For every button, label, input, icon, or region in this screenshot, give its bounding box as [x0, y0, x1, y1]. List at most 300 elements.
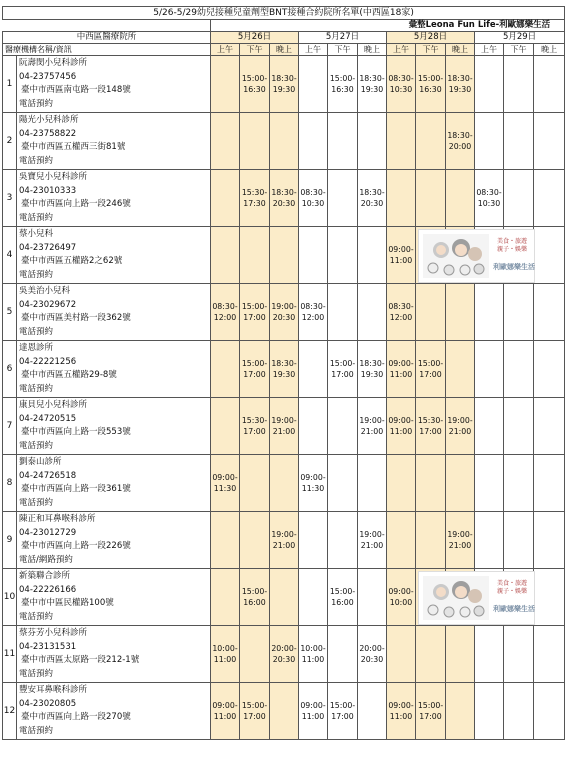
time-cell: [358, 284, 387, 341]
time-line: 08:30-: [300, 302, 326, 311]
time-line: 15:30-: [241, 188, 268, 197]
time-line: 19:00-: [271, 302, 297, 311]
time-cell: [534, 569, 565, 626]
time-line: 17:00: [419, 712, 442, 721]
clinic-info: [17, 113, 211, 170]
time-line: 20:00-: [359, 644, 385, 653]
time-cell: [270, 683, 299, 740]
time-cell: [358, 113, 387, 170]
time-cell: [299, 512, 328, 569]
clinic-name: 蔡芬芳小兒科診所: [19, 628, 88, 638]
time-cell: [416, 512, 446, 569]
time-cell: [387, 227, 416, 284]
time-cell: [504, 284, 534, 341]
time-line: 11:00: [389, 712, 413, 721]
time-cell: [211, 626, 240, 683]
time-cell: [328, 341, 358, 398]
time-cell: [387, 284, 416, 341]
clinic-phone: 04-24726518: [19, 470, 77, 481]
time-cell: [270, 284, 299, 341]
time-line: 19:00-: [447, 530, 473, 539]
time-cell: [416, 455, 446, 512]
time-line: 21:00: [448, 541, 472, 550]
clinic-addr: 臺中市西區南屯路一段148號: [21, 85, 131, 95]
time-line: 18:30-: [271, 359, 297, 368]
day-header-0526: 5月26日: [211, 32, 299, 44]
clinic-phone: 04-23010333: [19, 185, 77, 196]
time-cell: [328, 113, 358, 170]
time-cell: [416, 284, 446, 341]
time-cell: [211, 683, 240, 740]
time-cell: [299, 284, 328, 341]
district-header: 中西區醫療院所: [3, 32, 211, 44]
time-line: 18:30-: [271, 188, 297, 197]
time-cell: [299, 341, 328, 398]
row-number: 5: [3, 284, 17, 341]
clinic-info: [17, 170, 211, 227]
time-line: 17:00: [331, 712, 354, 721]
time-line: 09:00-: [388, 587, 414, 596]
time-cell: [387, 398, 416, 455]
clinic-note: 電話預約: [19, 269, 54, 280]
time-cell: [211, 512, 240, 569]
time-line: 09:00-: [212, 473, 238, 482]
time-cell: [387, 455, 416, 512]
time-line: 08:30-: [212, 302, 238, 311]
clinic-note: 電話預約: [19, 725, 54, 736]
time-cell: [475, 284, 504, 341]
time-line: 17:30: [243, 199, 266, 208]
time-line: 15:30-: [241, 416, 268, 425]
clinic-phone: 04-24720515: [19, 413, 77, 424]
time-cell: [240, 626, 270, 683]
time-line: 15:00-: [417, 74, 444, 83]
time-cell: [270, 227, 299, 284]
row-number: 11: [3, 626, 17, 683]
time-cell: [475, 512, 504, 569]
clinic-note: 電話預約: [19, 611, 54, 622]
time-cell: [504, 683, 534, 740]
time-line: 11:00: [301, 712, 325, 721]
time-cell: [446, 512, 475, 569]
row-number: 9: [3, 512, 17, 569]
time-cell: [416, 569, 535, 626]
time-line: 15:00-: [241, 359, 268, 368]
time-line: 18:30-: [271, 74, 297, 83]
time-line: 11:00: [213, 655, 237, 664]
time-line: 19:30: [272, 370, 296, 379]
clinic-info: [17, 455, 211, 512]
time-cell: [211, 398, 240, 455]
time-cell: [358, 569, 387, 626]
time-cell: [299, 113, 328, 170]
clinic-addr: 臺中市西區五權路29-8號: [21, 370, 117, 380]
time-line: 11:00: [389, 370, 413, 379]
time-line: 15:00-: [241, 302, 268, 311]
time-cell: [211, 455, 240, 512]
clinic-phone: 04-23020805: [19, 698, 77, 709]
logo-brand-name: 利歐娜樂生活: [493, 263, 535, 271]
table-row: [3, 683, 565, 740]
time-line: 11:30: [213, 484, 237, 493]
time-cell: [446, 56, 475, 113]
clinic-name: 豐安耳鼻喉科診所: [19, 685, 88, 695]
table-row: [3, 512, 565, 569]
clinic-phone: 04-23131531: [19, 641, 77, 652]
time-cell: [504, 626, 534, 683]
time-line: 08:30-: [388, 302, 414, 311]
clinic-info: [17, 512, 211, 569]
clinic-name: 康貝兒小兒科診所: [19, 400, 88, 410]
slot-header: 上午: [475, 44, 504, 56]
logo-tagline: 美食・旅遊 親子・娛樂: [497, 238, 528, 253]
time-line: 21:00: [272, 541, 296, 550]
clinic-addr: 臺中市西區向上路一段270號: [21, 712, 131, 722]
clinic-info: [17, 56, 211, 113]
time-cell: [504, 341, 534, 398]
time-line: 16:30: [331, 85, 354, 94]
table-row: [3, 398, 565, 455]
time-line: 18:30-: [359, 359, 385, 368]
time-line: 19:00-: [359, 530, 385, 539]
time-cell: [328, 398, 358, 455]
time-cell: [446, 170, 475, 227]
row-number: 1: [3, 56, 17, 113]
clinic-phone: 04-23029672: [19, 299, 77, 310]
time-cell: [416, 341, 446, 398]
time-line: 15:00-: [241, 701, 268, 710]
time-cell: [446, 284, 475, 341]
clinic-info: [17, 683, 211, 740]
time-cell: [387, 170, 416, 227]
clinic-note: 電話/網路預約: [19, 554, 73, 565]
clinic-addr: 臺中市西區太原路一段212-1號: [21, 655, 140, 665]
time-cell: [270, 341, 299, 398]
time-line: 19:30: [360, 85, 384, 94]
clinic-info: [17, 569, 211, 626]
time-line: 19:00-: [271, 416, 297, 425]
time-line: 20:00-: [271, 644, 297, 653]
slot-header: 晚上: [270, 44, 299, 56]
clinic-note: 電話預約: [19, 497, 54, 508]
slot-header: 上午: [211, 44, 240, 56]
clinic-name: 吳寶兒小兒科診所: [19, 172, 88, 182]
time-cell: [504, 113, 534, 170]
clinic-note: 電話預約: [19, 440, 54, 451]
time-cell: [270, 113, 299, 170]
time-cell: [504, 56, 534, 113]
time-line: 15:00-: [241, 74, 268, 83]
time-line: 09:00-: [300, 701, 326, 710]
time-line: 08:30-: [300, 188, 326, 197]
slot-header: 晚上: [534, 44, 565, 56]
time-cell: [270, 626, 299, 683]
clinic-phone: 04-23757456: [19, 71, 77, 82]
time-cell: [387, 341, 416, 398]
time-cell: [211, 284, 240, 341]
clinic-note: 電話預約: [19, 98, 54, 109]
time-line: 15:00-: [329, 587, 356, 596]
clinic-note: 電話預約: [19, 212, 54, 223]
time-cell: [240, 170, 270, 227]
table-row: [3, 284, 565, 341]
clinic-info: [17, 398, 211, 455]
clinic-name: 陽光小兒科診所: [19, 115, 79, 125]
family-illustration-icon: [423, 234, 489, 278]
time-cell: [358, 341, 387, 398]
time-cell: [416, 227, 535, 284]
time-line: 17:00: [243, 313, 266, 322]
time-line: 20:30: [272, 655, 296, 664]
time-cell: [446, 113, 475, 170]
time-line: 21:00: [360, 427, 384, 436]
time-cell: [387, 512, 416, 569]
time-cell: [328, 56, 358, 113]
time-cell: [240, 569, 270, 626]
time-line: 10:30: [477, 199, 501, 208]
slot-header: 下午: [416, 44, 446, 56]
time-line: 11:00: [213, 712, 237, 721]
clinic-addr: 臺中市西區向上路一段226號: [21, 541, 131, 551]
time-line: 19:30: [448, 85, 472, 94]
time-line: 20:30: [360, 199, 384, 208]
time-cell: [299, 683, 328, 740]
time-cell: [240, 683, 270, 740]
time-line: 18:30-: [447, 131, 473, 140]
time-line: 17:00: [243, 712, 266, 721]
clinic-addr: 臺中市西區向上路一段553號: [21, 427, 131, 437]
time-cell: [504, 170, 534, 227]
clinic-name: 阮壽閔小兒科診所: [19, 58, 88, 68]
clinic-addr: 臺中市西區美村路一段362號: [21, 313, 131, 323]
time-cell: [504, 512, 534, 569]
time-line: 20:30: [272, 313, 296, 322]
table-row: [3, 626, 565, 683]
time-line: 16:30: [243, 85, 266, 94]
time-cell: [211, 341, 240, 398]
time-line: 10:00: [389, 598, 413, 607]
brand-logo: [418, 571, 535, 625]
clinic-name: 劉泰山診所: [19, 457, 62, 467]
time-cell: [328, 170, 358, 227]
time-cell: [387, 683, 416, 740]
time-line: 15:00-: [417, 701, 444, 710]
time-cell: [534, 683, 565, 740]
time-cell: [475, 626, 504, 683]
time-line: 15:00-: [329, 74, 356, 83]
time-cell: [328, 284, 358, 341]
time-line: 19:00-: [447, 416, 473, 425]
slot-header: 下午: [240, 44, 270, 56]
time-line: 12:00: [213, 313, 237, 322]
time-cell: [240, 512, 270, 569]
slot-header: 下午: [504, 44, 534, 56]
table-row: [3, 113, 565, 170]
time-cell: [446, 341, 475, 398]
time-cell: [534, 284, 565, 341]
time-line: 09:00-: [388, 245, 414, 254]
time-cell: [270, 455, 299, 512]
row-number: 8: [3, 455, 17, 512]
table-row: [3, 569, 565, 626]
time-cell: [328, 455, 358, 512]
time-cell: [475, 455, 504, 512]
time-line: 17:00: [419, 427, 442, 436]
clinic-addr: 臺中市中區民權路100號: [21, 598, 114, 608]
time-line: 20:30: [360, 655, 384, 664]
clinic-note: 電話預約: [19, 668, 54, 679]
time-cell: [358, 626, 387, 683]
row-number: 4: [3, 227, 17, 284]
time-cell: [358, 56, 387, 113]
clinic-name: 陳正和耳鼻喉科診所: [19, 514, 96, 524]
clinic-phone: 04-23758822: [19, 128, 77, 139]
time-cell: [240, 455, 270, 512]
time-cell: [240, 398, 270, 455]
time-line: 18:30-: [447, 74, 473, 83]
time-cell: [387, 569, 416, 626]
time-cell: [358, 512, 387, 569]
time-line: 09:00-: [388, 416, 414, 425]
time-cell: [211, 569, 240, 626]
clinic-info: [17, 626, 211, 683]
day-header-0529: 5月29日: [475, 32, 565, 44]
time-line: 18:30-: [359, 74, 385, 83]
time-cell: [299, 56, 328, 113]
time-cell: [387, 626, 416, 683]
time-cell: [299, 398, 328, 455]
time-cell: [211, 56, 240, 113]
time-cell: [446, 398, 475, 455]
time-cell: [387, 113, 416, 170]
time-line: 19:30: [272, 85, 296, 94]
time-line: 16:00: [331, 598, 354, 607]
day-header-0527: 5月27日: [299, 32, 387, 44]
time-cell: [416, 626, 446, 683]
time-cell: [299, 626, 328, 683]
time-cell: [534, 227, 565, 284]
schedule-sheet: [2, 6, 564, 740]
clinic-phone: 04-22226166: [19, 584, 77, 595]
credit-line: 彙整Leona Fun Life-利歐娜樂生活: [211, 20, 565, 32]
time-cell: [240, 113, 270, 170]
time-line: 21:00: [272, 427, 296, 436]
time-cell: [270, 170, 299, 227]
clinic-note: 電話預約: [19, 155, 54, 166]
time-line: 18:30-: [359, 188, 385, 197]
time-cell: [534, 341, 565, 398]
time-cell: [240, 56, 270, 113]
clinic-name: 吳美治小兒科: [19, 286, 71, 296]
clinic-name: 達恩診所: [19, 343, 54, 353]
time-cell: [270, 56, 299, 113]
time-line: 15:00-: [417, 359, 444, 368]
spacer: [3, 20, 211, 32]
time-line: 11:00: [301, 655, 325, 664]
table-row: [3, 170, 565, 227]
clinic-note: 電話預約: [19, 383, 54, 394]
slot-header: 下午: [328, 44, 358, 56]
time-line: 20:00: [448, 142, 472, 151]
row-number: 2: [3, 113, 17, 170]
time-cell: [240, 341, 270, 398]
time-cell: [328, 227, 358, 284]
clinic-info: [17, 227, 211, 284]
time-line: 08:30-: [476, 188, 502, 197]
clinic-addr: 臺中市西區五權路2之62號: [21, 256, 123, 266]
time-cell: [416, 683, 446, 740]
time-cell: [299, 455, 328, 512]
time-line: 11:00: [389, 427, 413, 436]
logo-tagline: 美食・旅遊 親子・娛樂: [497, 580, 528, 595]
time-line: 10:30: [389, 85, 413, 94]
time-cell: [270, 398, 299, 455]
time-line: 09:00-: [300, 473, 326, 482]
table-row: [3, 56, 565, 113]
column-header-clinic: 醫療機構名稱/資訊: [3, 44, 211, 56]
time-line: 12:00: [389, 313, 413, 322]
time-line: 15:00-: [329, 359, 356, 368]
time-line: 10:00-: [300, 644, 326, 653]
slot-header: 晚上: [446, 44, 475, 56]
time-cell: [328, 569, 358, 626]
clinic-table: [2, 6, 565, 740]
slot-header: 上午: [387, 44, 416, 56]
time-line: 08:30-: [388, 74, 414, 83]
time-cell: [475, 113, 504, 170]
time-cell: [534, 455, 565, 512]
time-cell: [475, 341, 504, 398]
time-line: 21:00: [360, 541, 384, 550]
clinic-addr: 臺中市西區向上路一段361號: [21, 484, 131, 494]
time-line: 20:30: [272, 199, 296, 208]
clinic-addr: 臺中市西區五權西三街81號: [21, 142, 126, 152]
time-line: 11:30: [301, 484, 325, 493]
time-cell: [211, 113, 240, 170]
time-cell: [328, 683, 358, 740]
time-cell: [270, 512, 299, 569]
row-number: 12: [3, 683, 17, 740]
time-cell: [446, 455, 475, 512]
row-number: 10: [3, 569, 17, 626]
time-line: 17:00: [243, 427, 266, 436]
clinic-name: 蔡小兒科: [19, 229, 54, 239]
time-line: 15:00-: [329, 701, 356, 710]
time-line: 11:00: [389, 256, 413, 265]
clinic-phone: 04-23726497: [19, 242, 77, 253]
row-number: 7: [3, 398, 17, 455]
time-cell: [211, 170, 240, 227]
clinic-addr: 臺中市西區向上路一段246號: [21, 199, 131, 209]
time-cell: [358, 683, 387, 740]
time-cell: [475, 170, 504, 227]
time-cell: [299, 170, 328, 227]
time-cell: [416, 113, 446, 170]
time-cell: [270, 569, 299, 626]
time-line: 09:00-: [388, 359, 414, 368]
slot-header: 晚上: [358, 44, 387, 56]
time-line: 09:00-: [212, 701, 238, 710]
time-line: 09:00-: [388, 701, 414, 710]
time-cell: [446, 683, 475, 740]
time-cell: [534, 512, 565, 569]
page-title: 5/26-5/29幼兒接種兒童劑型BNT接種合約院所名單(中西區18家): [3, 7, 565, 20]
time-line: 10:30: [301, 199, 325, 208]
clinic-phone: 04-23012729: [19, 527, 77, 538]
table-row: [3, 227, 565, 284]
time-cell: [358, 227, 387, 284]
time-cell: [328, 626, 358, 683]
